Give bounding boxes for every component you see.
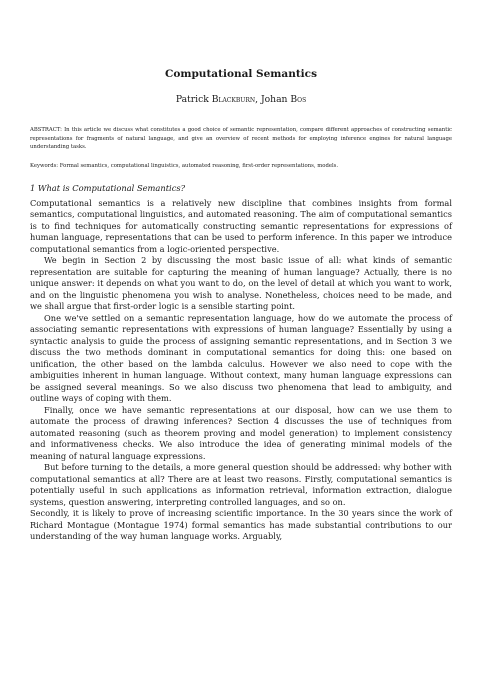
- author-given-name: Johan: [260, 94, 288, 105]
- author-given-name: Patrick: [175, 94, 209, 105]
- paragraph: One we've settled on a semantic representation language, how do we automate the process of associating semantic representations with expressions of human language? Essentially by using a syntactic analysis to guide the process of assigning semantic representations, and in Section 3 we discuss the two methods dominant in computational semantics for doing this: one based on unification, the other based on the lambda calculus. However we also need to cope with the ambiguities inherent in human language. Without context, many human language expressions can be assigned several meanings. So we also discuss two phenomena that lead to ambiguity, and outline ways of coping with them.: [30, 312, 452, 404]
- author-family-name: Bos: [290, 94, 307, 105]
- paragraph: Secondly, it is likely to prove of increasing scientific importance. In the 30 years since the work of Richard Montague (Montague 1974) formal semantics has made substantial contributions to our understanding of the way human language works. Arguably,: [30, 508, 452, 542]
- author-family-name: Blackburn: [211, 94, 256, 105]
- body-text: [30, 198, 452, 543]
- paragraph: We begin in Section 2 by discussing the most basic issue of all: what kinds of semantic representation are suitable for capturing the meaning of human language? Actually, there is no unique answer: it depends on what you want to do, on the level of detail at which you want to work, and on the linguistic phenomena you wish to analyse. Nonetheless, choices need to be made, and we shall argue that first-order logic is a sensible starting point.: [30, 255, 452, 312]
- paragraph: But before turning to the details, a more general question should be addressed: why bother with computational semantics at all? There are at least two reasons. Firstly, computational semantics is potentially useful in such applications as information retrieval, information extraction, dialogue systems, question answering, interpreting controlled languages, and so on.: [30, 462, 452, 507]
- author-separator: ,: [255, 94, 259, 105]
- abstract-label: ABSTRACT:: [30, 127, 62, 133]
- paragraph: Finally, once we have semantic representations at our disposal, how can we use them to automate the process of drawing inferences? Section 4 discusses the use of techniques from automated reasoning (such as theorem proving and model generation) to implement consistency and informativeness checks. We also introduce the idea of generating minimal models of the meaning of natural language expressions.: [30, 404, 452, 461]
- keywords-text: Formal semantics, computational linguistics, automated reasoning, first-order representations, models.: [59, 163, 339, 169]
- section-heading: 1 What is Computational Semantics?: [30, 183, 186, 193]
- author-line: [0, 94, 482, 105]
- paper-title: Computational Semantics: [165, 68, 317, 80]
- abstract: [30, 126, 452, 152]
- keywords: [30, 162, 452, 171]
- keywords-label: Keywords:: [30, 163, 59, 169]
- paragraph: Computational semantics is a relatively new discipline that combines insights from formal semantics, computational linguistics, and automated reasoning. The aim of computational semantics is to find techniques for automatically constructing semantic representations for expressions of human language, representations that can be used to perform inference. In this paper we introduce computational semantics from a logic-oriented perspective.: [30, 198, 452, 254]
- abstract-text: In this article we discuss what constitutes a good choice of semantic representation, compare different approaches of constructing semantic representations for fragments of natural language, and give an overview of recent methods for employing inference engines for natural language understanding tasks.: [30, 127, 452, 151]
